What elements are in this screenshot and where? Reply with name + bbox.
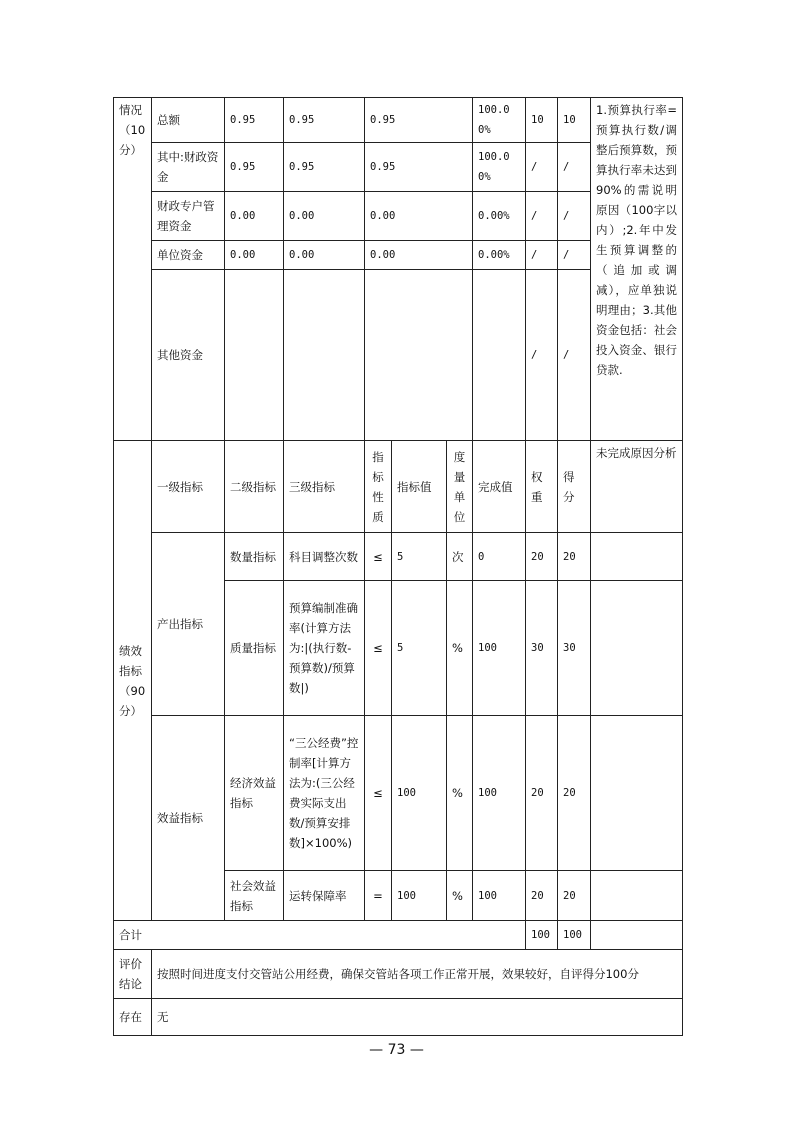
reason-cell	[591, 581, 683, 716]
total-score: 100	[558, 921, 591, 950]
score-cell: 10	[558, 98, 591, 143]
level3-cell: 运转保障率	[284, 871, 365, 921]
header-cell: 完成值	[473, 441, 526, 533]
weight-cell: /	[526, 270, 558, 441]
header-cell: 指标性质	[365, 441, 392, 533]
cell: 0.00	[365, 241, 473, 270]
cell: 0.00	[365, 192, 473, 241]
score-cell: 30	[558, 581, 591, 716]
budget-section-label: 情况（10分）	[114, 98, 152, 441]
header-cell: 指标值	[392, 441, 447, 533]
conclusion-row	[114, 950, 683, 999]
weight-cell: /	[526, 241, 558, 270]
performance-table	[113, 97, 683, 1036]
rate-cell: 100.00%	[473, 98, 526, 143]
total-label: 合计	[114, 921, 526, 950]
score-cell: 20	[558, 716, 591, 871]
page-number: — 73 —	[369, 1042, 424, 1058]
conclusion-text: 按照时间进度支付交管站公用经费，确保交管站各项工作正常开展，效果较好，自评得分100分	[152, 950, 683, 999]
cell	[225, 270, 284, 441]
cell: 0.95	[284, 98, 365, 143]
target-cell: 5	[392, 533, 447, 581]
cell: 0.95	[225, 98, 284, 143]
cell: 0.95	[365, 143, 473, 192]
level2-cell: 经济效益指标	[225, 716, 284, 871]
budget-row	[114, 98, 683, 143]
weight-cell: 20	[526, 716, 558, 871]
unit-cell: %	[447, 716, 473, 871]
level2-cell: 数量指标	[225, 533, 284, 581]
budget-note: 1.预算执行率=预算执行数/调整后预算数，预算执行率未达到90%的需说明原因（100字以内）;2.年中发生预算调整的（追加或调减），应单独说明理由；3.其他资金包括：社会投入资金、银行贷款.	[591, 98, 683, 441]
level3-cell: 预算编制准确率(计算方法为:|(执行数-预算数)/预算数|)	[284, 581, 365, 716]
empty-cell	[591, 921, 683, 950]
header-cell: 二级指标	[225, 441, 284, 533]
level2-cell: 质量指标	[225, 581, 284, 716]
header-cell: 度量单位	[447, 441, 473, 533]
perf-section-label: 绩效指标（90分）	[114, 441, 152, 921]
score-cell: /	[558, 143, 591, 192]
reason-cell	[591, 871, 683, 921]
cell	[365, 270, 473, 441]
cell: 0.95	[225, 143, 284, 192]
target-cell: 5	[392, 581, 447, 716]
level3-cell: “三公经费”控制率[计算方法为:(三公经费实际支出数/预算安排数]×100%)	[284, 716, 365, 871]
weight-cell: 10	[526, 98, 558, 143]
cell: 0.00	[225, 192, 284, 241]
score-cell: 20	[558, 533, 591, 581]
unit-cell: %	[447, 581, 473, 716]
nature-cell: ≤	[365, 581, 392, 716]
actual-cell: 100	[473, 716, 526, 871]
total-weight: 100	[526, 921, 558, 950]
issues-text: 无	[152, 999, 683, 1036]
cell: 0.00	[225, 241, 284, 270]
score-cell: 20	[558, 871, 591, 921]
perf-row	[114, 716, 683, 871]
score-cell: /	[558, 270, 591, 441]
perf-row	[114, 533, 683, 581]
issues-label: 存在	[114, 999, 152, 1036]
perf-header-row	[114, 441, 683, 533]
actual-cell: 100	[473, 581, 526, 716]
rate-cell: 0.00%	[473, 192, 526, 241]
rate-cell	[473, 270, 526, 441]
row-label: 财政专户管理资金	[152, 192, 225, 241]
cell: 0.00	[284, 192, 365, 241]
total-row	[114, 921, 683, 950]
rate-cell: 100.00%	[473, 143, 526, 192]
cell	[284, 270, 365, 441]
reason-cell	[591, 716, 683, 871]
cell: 0.95	[284, 143, 365, 192]
nature-cell: ≤	[365, 533, 392, 581]
actual-cell: 0	[473, 533, 526, 581]
unit-cell: %	[447, 871, 473, 921]
conclusion-label: 评价结论	[114, 950, 152, 999]
row-label: 其中:财政资金	[152, 143, 225, 192]
nature-cell: =	[365, 871, 392, 921]
header-cell: 权重	[526, 441, 558, 533]
cell: 0.95	[365, 98, 473, 143]
row-label: 总额	[152, 98, 225, 143]
rate-cell: 0.00%	[473, 241, 526, 270]
weight-cell: 20	[526, 533, 558, 581]
level1-cell: 产出指标	[152, 533, 225, 716]
actual-cell: 100	[473, 871, 526, 921]
header-cell: 未完成原因分析	[591, 441, 683, 533]
level1-cell: 效益指标	[152, 716, 225, 921]
cell: 0.00	[284, 241, 365, 270]
header-cell: 三级指标	[284, 441, 365, 533]
weight-cell: 30	[526, 581, 558, 716]
issues-row	[114, 999, 683, 1036]
level2-cell: 社会效益指标	[225, 871, 284, 921]
header-cell: 得分	[558, 441, 591, 533]
target-cell: 100	[392, 871, 447, 921]
weight-cell: /	[526, 192, 558, 241]
score-cell: /	[558, 192, 591, 241]
weight-cell: /	[526, 143, 558, 192]
weight-cell: 20	[526, 871, 558, 921]
reason-cell	[591, 533, 683, 581]
level3-cell: 科目调整次数	[284, 533, 365, 581]
header-cell: 一级指标	[152, 441, 225, 533]
row-label: 单位资金	[152, 241, 225, 270]
nature-cell: ≤	[365, 716, 392, 871]
unit-cell: 次	[447, 533, 473, 581]
target-cell: 100	[392, 716, 447, 871]
row-label: 其他资金	[152, 270, 225, 441]
score-cell: /	[558, 241, 591, 270]
